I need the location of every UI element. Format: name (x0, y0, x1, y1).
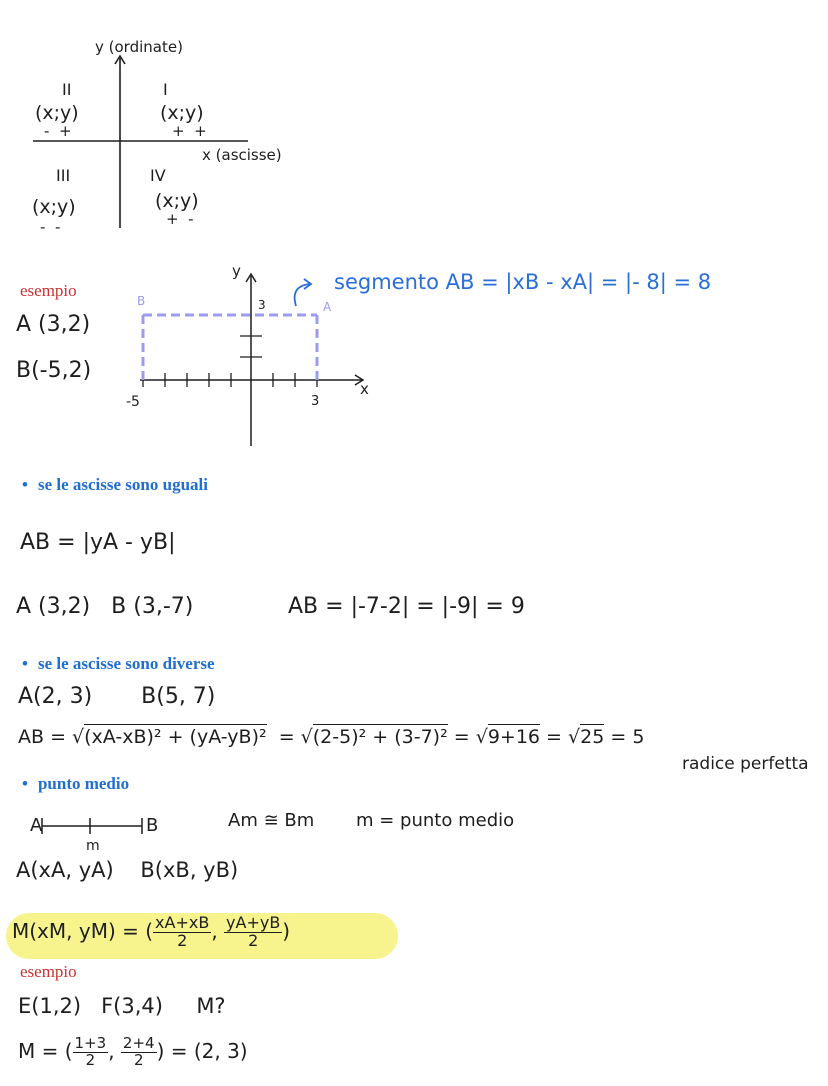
y-axis-label: y (ordinate) (95, 38, 183, 56)
distance-formula-equal: AB = |yA - yB| (20, 530, 176, 555)
quadrant-ii-numeral: II (62, 80, 72, 99)
quadrant-iv-pair: (x;y) (155, 190, 199, 212)
midpoint-segment (20, 808, 220, 848)
midpoint-formula: M(xM, yM) = ( $\frac{xA+xB}{2}$ , $\frac{yA+yB}{2}$ ) (12, 913, 291, 950)
quadrant-i-signs: + + (172, 122, 207, 140)
graph-x-label: x (360, 380, 369, 398)
congruence-statement: Am ≅ Bm (228, 810, 315, 831)
section-title-midpoint: • punto medio (22, 774, 130, 793)
section-title-diverse: • se le ascisse sono diverse (22, 654, 215, 673)
quadrant-i-pair: (x;y) (160, 102, 204, 124)
example-label: esempio (20, 281, 77, 300)
quadrant-iv-numeral: IV (150, 166, 166, 185)
distance-formula-diverse: AB = √(xA-xB)² + (yA-yB)² = √(2-5)² + (3-7)² = √9+16 = √25 = 5 (18, 726, 645, 748)
quadrant-iii-signs: - - (40, 218, 61, 236)
quadrant-ii-pair: (x;y) (35, 102, 79, 124)
bullet-icon: • (22, 774, 28, 793)
quadrant-iv-signs: + - (166, 210, 194, 228)
graph-tick-minus5: -5 (126, 394, 140, 410)
segment-midpoint-m: m (86, 838, 100, 854)
bullet-icon: • (22, 475, 28, 494)
segment-endpoint-b: B (146, 815, 159, 836)
quadrant-iii-pair: (x;y) (32, 196, 76, 218)
example2-points: E(1,2) F(3,4) M? (18, 994, 226, 1018)
graph-y-label: y (232, 262, 241, 280)
example-label-2: esempio (20, 962, 77, 981)
bullet-icon: • (22, 654, 28, 673)
example2-calc: M = ( $\frac{1+3}{2}$ , $\frac{2+4}{2}$ ) = (2, 3) (18, 1034, 248, 1069)
quadrant-ii-signs: - + (44, 122, 72, 140)
segment-note: segmento AB = |xB - xA| = |- 8| = 8 (334, 270, 712, 294)
x-axis-label: x (ascisse) (202, 146, 282, 164)
point-a-coords: A (3,2) (16, 312, 91, 337)
example-calc-equal: AB = |-7-2| = |-9| = 9 (288, 594, 525, 619)
perfect-square-note: radice perfetta (682, 754, 809, 774)
point-b-coords: B(-5,2) (16, 358, 92, 383)
example-points-equal: A (3,2) B (3,-7) (16, 594, 194, 619)
midpoint-definition: m = punto medio (356, 810, 515, 831)
graph-tick-x3: 3 (311, 394, 320, 409)
quadrant-iii-numeral: III (56, 166, 71, 185)
segment-endpoint-a: A (30, 815, 43, 836)
graph-point-a: A (323, 300, 332, 314)
graph-tick-y3: 3 (258, 298, 266, 312)
section-title-equal: • se le ascisse sono uguali (22, 475, 208, 494)
example-points-diverse: A(2, 3) B(5, 7) (18, 684, 216, 709)
graph-point-b: B (137, 294, 146, 308)
quadrant-i-numeral: I (163, 80, 168, 99)
midpoint-coords: A(xA, yA) B(xB, yB) (16, 858, 239, 882)
quadrant-axes (0, 0, 828, 240)
